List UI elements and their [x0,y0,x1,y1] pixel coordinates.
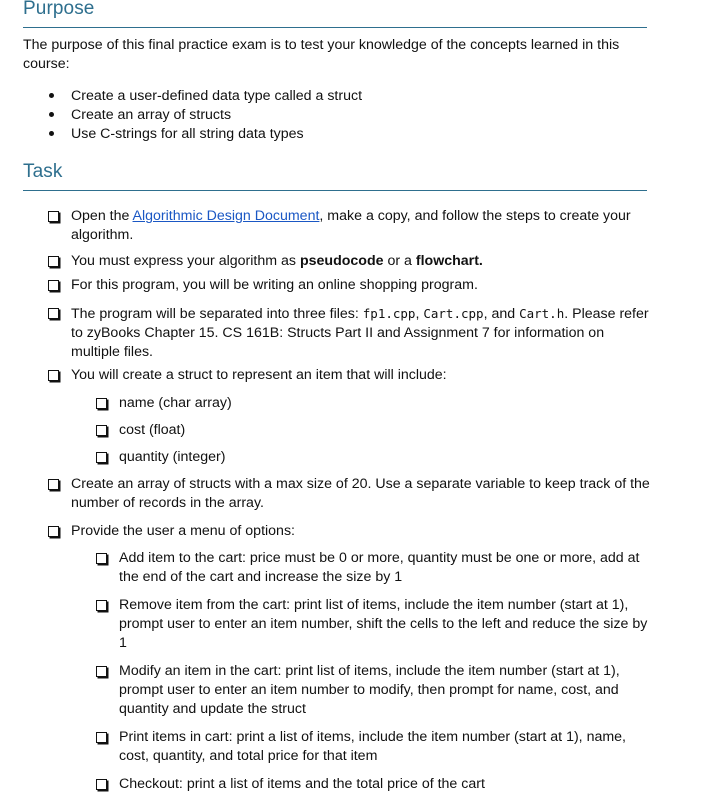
text-span: , make a copy, and follow the steps to create your algorithm. [71,208,631,243]
text-span: You must express your algorithm as [71,253,300,269]
checkbox-icon [96,779,107,790]
checkbox-icon [96,666,107,677]
bullet-dot-icon [49,112,54,117]
bullet-dot-icon [49,131,54,136]
text-span: , and [483,306,520,322]
file-name-cart-cpp: Cart.cpp [423,306,484,321]
task-divider [23,190,647,191]
menu-option-text: Print items in cart: print a list of items, include the item number (start at 1), name, cost, quantity, and total price for that item [119,729,626,764]
purpose-bullet-text: Create a user-defined data type called a struct [71,88,363,104]
checkbox-icon [48,370,59,381]
struct-field-text: name (char array) [119,395,232,411]
menu-option-text: Checkout: print a list of items and the total price of the cart [119,776,485,792]
file-name-fp1: fp1.cpp [362,306,416,321]
text-span: Open the [71,208,133,224]
checkbox-icon [96,732,107,743]
text-span: or a [383,253,416,269]
checkbox-icon [96,600,107,611]
task-item-text: You will create a struct to represent an item that will include: [71,367,447,383]
menu-option-text: Add item to the cart: price must be 0 or more, quantity must be one or more, add at the end of the cart and increase the size by 1 [119,550,640,585]
purpose-heading: Purpose [23,0,95,19]
checkbox-icon [48,526,59,537]
purpose-bullet-text: Create an array of structs [71,107,232,123]
checkbox-icon [48,256,59,267]
text-span: . Please refer to zyBooks Chapter 15. CS 161B: Structs Part II and Assignment 7 for information on multiple files. [71,306,649,360]
purpose-intro: The purpose of this final practice exam is to test your knowledge of the concepts learned in this course: [23,37,620,72]
file-name-cart-h: Cart.h [519,306,565,321]
purpose-divider [23,27,647,28]
menu-option-text: Modify an item in the cart: print list of items, include the item number (start at 1), prompt user to enter an item number to modify, then prompt for name, cost, and quantity and update the struct [119,663,620,717]
task-item-text: Create an array of structs with a max size of 20. Use a separate variable to keep track of the number of records in the array. [71,476,650,511]
flowchart-bold: flowchart. [415,253,483,269]
checkbox-icon [48,280,59,291]
bullet-dot-icon [49,93,54,98]
pseudocode-bold: pseudocode [299,253,384,269]
checkbox-icon [96,553,107,564]
checkbox-icon [48,479,59,490]
checkbox-icon [96,425,107,436]
task-item-text: Provide the user a menu of options: [71,523,295,539]
checkbox-icon [96,398,107,409]
struct-field-text: cost (float) [119,422,186,438]
task-item-text: For this program, you will be writing an online shopping program. [71,277,478,293]
text-span: The program will be separated into three files: [71,306,363,322]
struct-field-text: quantity (integer) [119,449,226,465]
task-item-text [71,304,651,362]
checkbox-icon [48,211,59,222]
algorithmic-design-document-link[interactable]: Algorithmic Design Document [132,208,320,224]
purpose-bullet-text: Use C-strings for all string data types [71,126,304,142]
task-item-text [71,207,651,245]
task-item-text [71,252,651,271]
text-span: , [415,306,424,322]
menu-option-text: Remove item from the cart: print list of items, include the item number (start at 1), prompt user to enter an item number, shift the cells to the left and reduce the size by 1 [119,597,648,651]
checkbox-icon [96,452,107,463]
checkbox-icon [48,308,59,319]
task-heading: Task [23,161,63,182]
